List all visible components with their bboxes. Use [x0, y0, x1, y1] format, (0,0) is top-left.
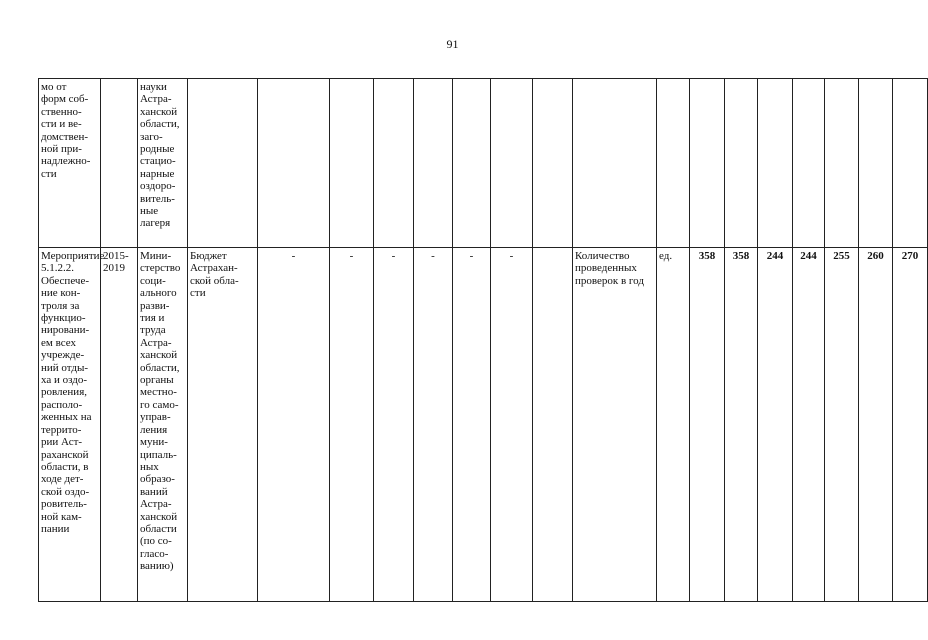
value-cell — [859, 79, 893, 248]
measure-name-cell: мо от форм соб- ственно- сти и ве- домствен- ной при- надлежно- сти — [39, 79, 101, 248]
funding-cell — [258, 79, 330, 248]
value-cell: 244 — [793, 248, 825, 602]
funding-cell: - — [414, 248, 453, 602]
value-cell: 255 — [825, 248, 859, 602]
executor-cell: науки Астра- ханской области, заго- родные стацио- нарные оздоро- витель- ные лагеря — [138, 79, 188, 248]
value-cell — [690, 79, 725, 248]
value-cell — [793, 79, 825, 248]
period-cell — [101, 79, 138, 248]
indicator-cell: Количество проведенных проверок в год — [573, 248, 657, 602]
value-cell — [725, 79, 758, 248]
value-cell — [893, 79, 928, 248]
funding-cell — [374, 79, 414, 248]
funding-cell — [491, 79, 533, 248]
funding-cell — [330, 79, 374, 248]
executor-cell: Мини- стерство соци- ального разви- тия и труда Астра- ханской области, органы местно- го само- управ- ления муни- ципаль- ных образо- ваний Астра- ханской области (по со- гласо- ванию) — [138, 248, 188, 602]
value-cell — [758, 79, 793, 248]
funding-cell — [453, 79, 491, 248]
value-cell: 358 — [725, 248, 758, 602]
unit-cell — [657, 79, 690, 248]
unit-cell: ед. — [657, 248, 690, 602]
value-cell: 358 — [690, 248, 725, 602]
measure-name-cell: Мероприятие 5.1.2.2. Обеспече- ние кон- троля за функцио- нировани- ем всех учрежде- ний отды- ха и оздо- ровления, располо- женных на террито- рии Аст- раханской области, в ходе дет- ской оздо- ровитель- ной кам- пании — [39, 248, 101, 602]
value-cell: 244 — [758, 248, 793, 602]
funding-cell — [533, 79, 573, 248]
value-cell: 260 — [859, 248, 893, 602]
value-cell: 270 — [893, 248, 928, 602]
funding-cell — [533, 248, 573, 602]
funding-source-cell: Бюджет Астрахан- ской обла- сти — [188, 248, 258, 602]
funding-cell: - — [330, 248, 374, 602]
page-number: 91 — [446, 37, 459, 51]
funding-cell: - — [258, 248, 330, 602]
funding-cell: - — [453, 248, 491, 602]
funding-source-cell — [188, 79, 258, 248]
funding-cell: - — [491, 248, 533, 602]
program-table — [38, 78, 928, 602]
value-cell — [825, 79, 859, 248]
indicator-cell — [573, 79, 657, 248]
period-cell: 2015- 2019 — [101, 248, 138, 602]
table-row — [39, 79, 928, 248]
funding-cell: - — [374, 248, 414, 602]
table-row — [39, 248, 928, 602]
funding-cell — [414, 79, 453, 248]
